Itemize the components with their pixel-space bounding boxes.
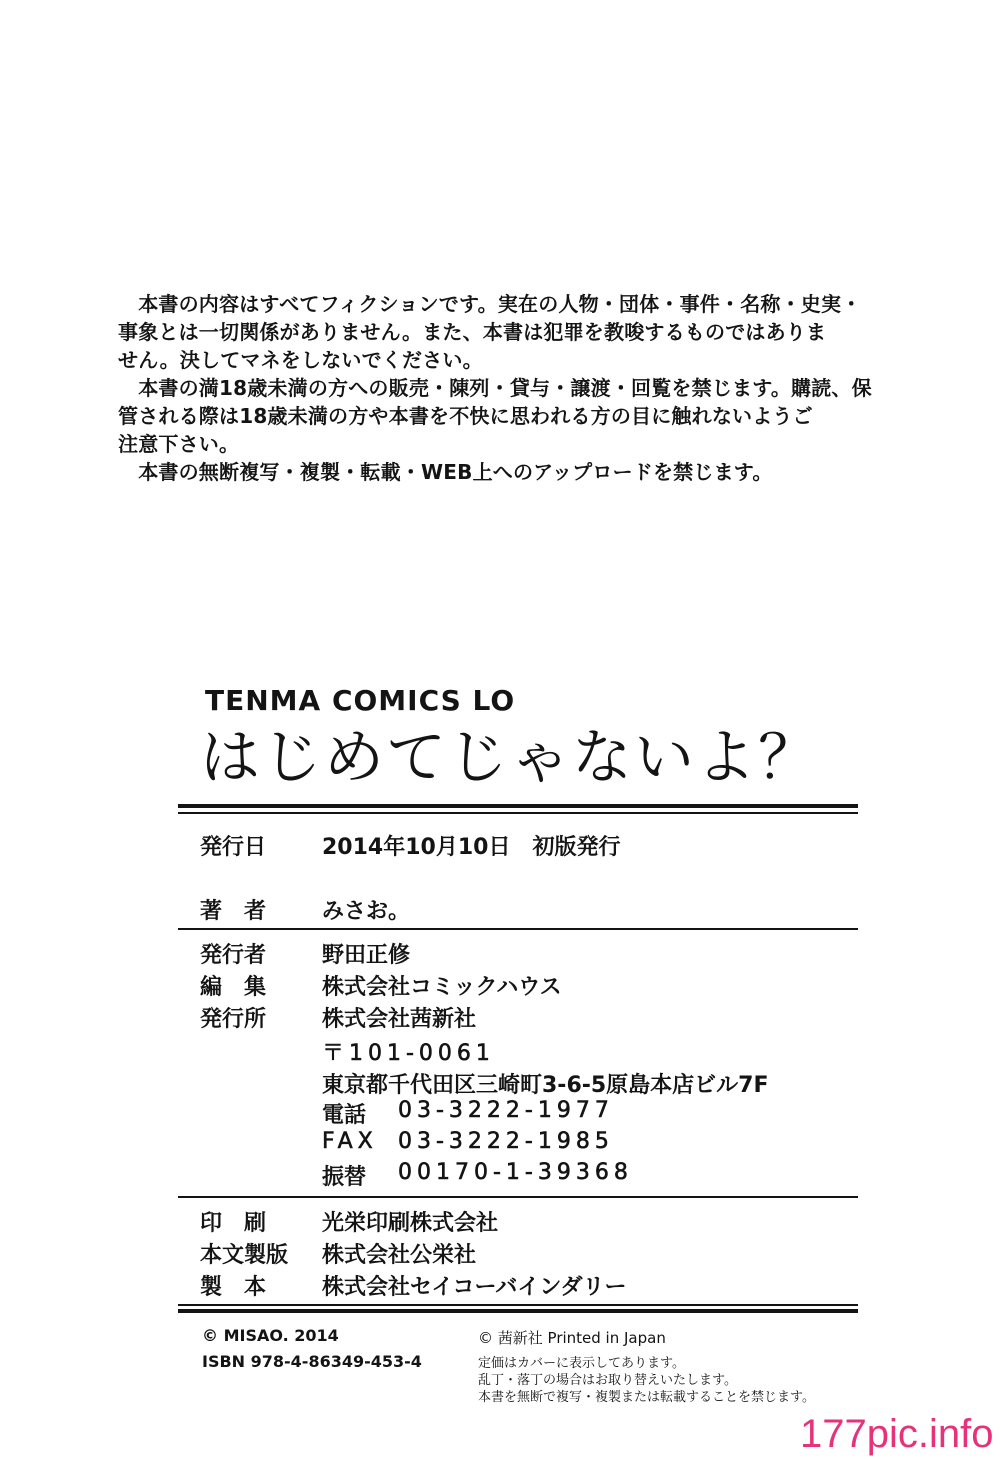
office-value: 株式会社茜新社 [322,1007,477,1032]
notice-line: 注意下さい。 [118,432,240,456]
office-label: 発行所 [200,1007,267,1032]
tel-value: 03-3222-1977 [398,1098,614,1123]
typeset-label: 本文製版 [200,1243,289,1268]
divider [178,1196,858,1198]
publisher-copyright: © 茜新社 Printed in Japan [478,1329,666,1347]
notice-text [118,290,878,486]
price-note: 定価はカバーに表示してあります。 [478,1356,685,1371]
book-title: はじめてじゃないよ？ [200,723,820,793]
publisher-value: 野田正修 [322,943,411,968]
typeset-value: 株式会社公栄社 [322,1243,477,1268]
issue-value: 2014年10月10日 初版発行 [322,835,621,860]
author-label: 著 者 [200,899,267,924]
binding-value: 株式会社セイコーバインダリー [322,1275,627,1300]
print-label: 印 刷 [200,1211,267,1236]
transfer-value: 00170-1-39368 [398,1160,633,1185]
postal-code: 〒101-0061 [322,1041,495,1066]
notice-line: 本書の満18歳未満の方への販売・陳列・貸与・譲渡・回覧を禁じます。購読、保 [118,376,872,400]
transfer-label: 振替 [322,1165,367,1190]
divider [178,804,858,808]
divider [178,928,858,930]
replacement-note: 乱丁・落丁の場合はお取り替えいたします。 [478,1373,737,1388]
fax-value: 03-3222-1985 [398,1129,614,1154]
notice-line: 本書の内容はすべてフィクションです。実在の人物・団体・事件・名称・史実・ [118,292,862,316]
binding-label: 製 本 [200,1275,267,1300]
notice-line: 本書の無断複写・複製・転載・WEB上へのアップロードを禁じます。 [118,460,773,484]
watermark: 177pic.info [800,1412,994,1456]
print-value: 光栄印刷株式会社 [322,1211,499,1236]
divider [178,1304,858,1306]
address: 東京都千代田区三崎町3-6-5原島本店ビル7F [322,1073,769,1098]
author-value: みさお。 [322,899,411,924]
issue-label: 発行日 [200,835,267,860]
isbn: ISBN 978-4-86349-453-4 [202,1352,422,1371]
divider [178,812,858,814]
notice-line: 事象とは一切関係がありません。また、本書は犯罪を教唆するものではありま [118,320,827,344]
publisher-label: 発行者 [200,943,267,968]
copyright: © MISAO. 2014 [202,1326,339,1345]
copy-prohibition-note: 本書を無断で複写・複製または転載することを禁じます。 [478,1390,815,1405]
editor-label: 編 集 [200,975,267,1000]
notice-line: せん。決してマネをしないでください。 [118,348,483,372]
editor-value: 株式会社コミックハウス [322,975,562,1000]
divider [178,1309,858,1313]
series-name: TENMA COMICS LO [205,684,516,717]
notice-line: 管される際は18歳未満の方や本書を不快に思われる方の目に触れないようご [118,404,813,428]
fax-label: FAX [322,1129,378,1154]
tel-label: 電話 [322,1103,367,1128]
